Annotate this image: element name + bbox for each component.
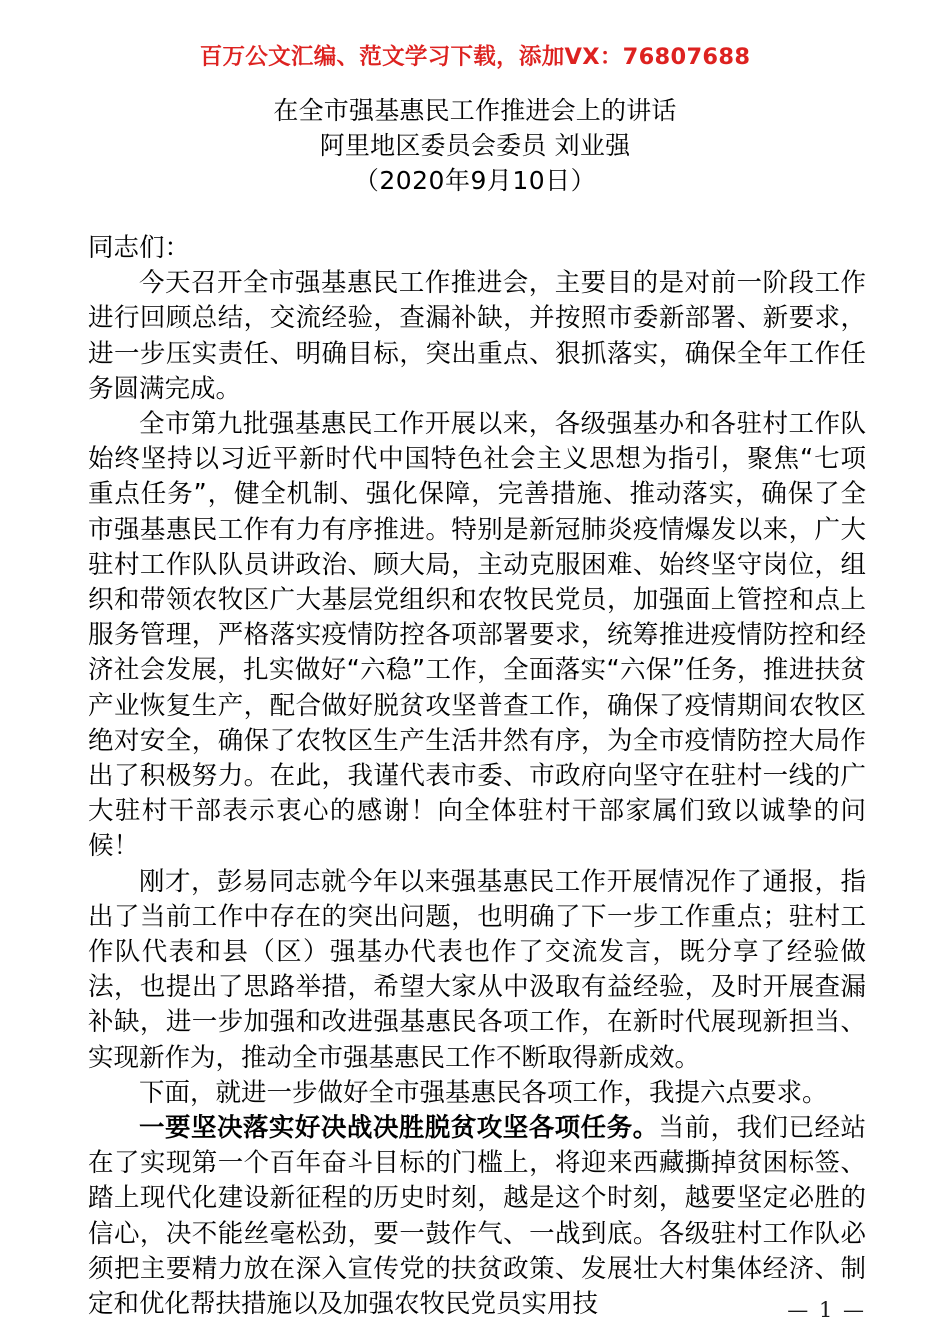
- section-one-heading: 一要坚决落实好决战决胜脱贫攻坚各项任务。: [139, 1113, 659, 1144]
- promo-header-banner: 百万公文汇编、范文学习下载，添加VX：76807688: [199, 44, 751, 70]
- section-one-text: 当前，我们已经站在了实现第一个百年奋斗目标的门槛上，将迎来西藏撕掉贫困标签、踏上现代化建设新征程的历史时刻，越是这个时刻，越要坚定必胜的信心，决不能丝毫松劲，要一鼓作气、一战到底。各级驻村工作队必须把主要精力放在深入宣传党的扶贫政策、发展壮大村集体经济、制定和优化帮扶措施以及加强农牧民党员实用技: [88, 1113, 866, 1320]
- paragraph-3: 刚才，彭易同志就今年以来强基惠民工作开展情况作了通报，指出了当前工作中存在的突出问题，也明确了下一步工作重点；驻村工作队代表和县（区）强基办代表也作了交流发言，既分享了经验做法，也提出了思路举措，希望大家从中汲取有益经验，及时开展查漏补缺，进一步加强和改进强基惠民各项工作，在新时代展现新担当、实现新作为，推动全市强基惠民工作不断取得新成效。: [88, 866, 866, 1073]
- paragraph-4: 下面，就进一步做好全市强基惠民各项工作，我提六点要求。: [139, 1077, 828, 1108]
- document-title-block: [0, 93, 950, 198]
- section-one-paragraph: [88, 1111, 866, 1322]
- salutation: 同志们：: [88, 233, 191, 263]
- author-line: 阿里地区委员会委员 刘业强: [319, 131, 631, 160]
- document-body: [0, 231, 950, 1322]
- paragraph-1: 今天召开全市强基惠民工作推进会，主要目的是对前一阶段工作进行回顾总结，交流经验，查漏补缺，并按照市委新部署、新要求，进一步压实责任、明确目标，突出重点、狠抓落实，确保全年工作任务圆满完成。: [88, 268, 866, 404]
- page-title: 在全市强基惠民工作推进会上的讲话: [273, 96, 677, 125]
- paragraph-2: 全市第九批强基惠民工作开展以来，各级强基办和各驻村工作队始终坚持以习近平新时代中国特色社会主义思想为指引，聚焦“七项重点任务”，健全机制、强化保障，完善措施、推动落实，确保了全市强基惠民工作有力有序推进。特别是新冠肺炎疫情爆发以来，广大驻村工作队队员讲政治、顾大局，主动克服困难、始终坚守岗位，组织和带领农牧区广大基层党组织和农牧民党员，加强面上管控和点上服务管理，严格落实疫情防控各项部署要求，统筹推进疫情防控和经济社会发展，扎实做好“六稳”工作，全面落实“六保”任务，推进扶贫产业恢复生产，配合做好脱贫攻坚普查工作，确保了疫情期间农牧区绝对安全，确保了农牧区生产生活井然有序，为全市疫情防控大局作出了积极努力。在此，我谨代表市委、市政府向坚守在驻村一线的广大驻村干部表示衷心的感谢！向全体驻村干部家属们致以诚挚的问候！: [88, 409, 866, 862]
- date-line: （2020年9月10日）: [353, 166, 597, 195]
- page-number: — 1 —: [787, 1298, 866, 1322]
